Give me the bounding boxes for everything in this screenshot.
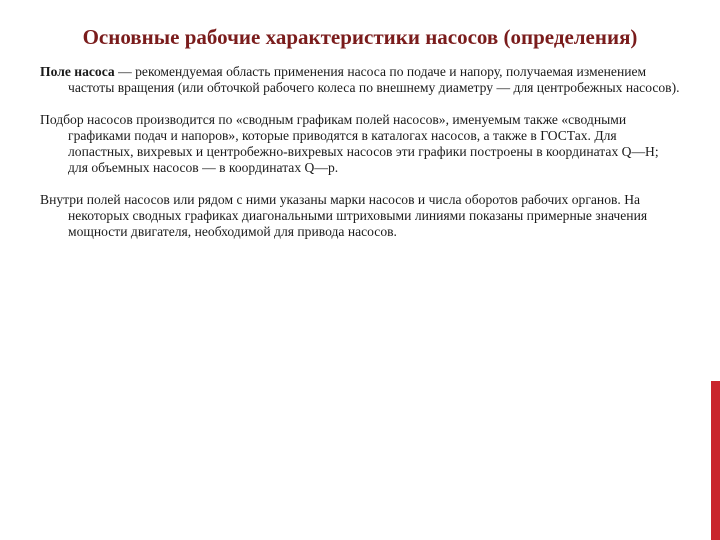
accent-bar — [711, 381, 720, 540]
paragraph-pump-markings: Внутри полей насосов или рядом с ними указаны марки насосов и числа оборотов рабочих органов. На некоторых сводных графиках диагональными штриховыми линиями показаны примерные значения мощности двигателя, необходимой для привода насосов. — [40, 192, 648, 239]
paragraph-pump-field — [40, 64, 680, 96]
paragraph-pump-field-text: — рекомендуемая область применения насоса по подаче и напору, получаемая изменением частоты вращения (или обточкой рабочего колеса по внешнему диаметру — для центробежных насосов). — [68, 64, 680, 95]
paragraph-pump-selection: Подбор насосов производится по «сводным графикам полей насосов», именуемым также «сводными графиками подач и напоров», которые приводятся в каталогах насосов, а также в ГОСТах. Для лопастных, вихревых и центробежно-вихревых насосов эти графики построены в координатах Q—H; для объемных насосов — в координатах Q—p. — [40, 112, 659, 175]
slide-title: Основные рабочие характеристики насосов (определения) — [82, 25, 638, 49]
slide-body — [40, 64, 680, 256]
term-pump-field: Поле насоса — [40, 64, 115, 79]
